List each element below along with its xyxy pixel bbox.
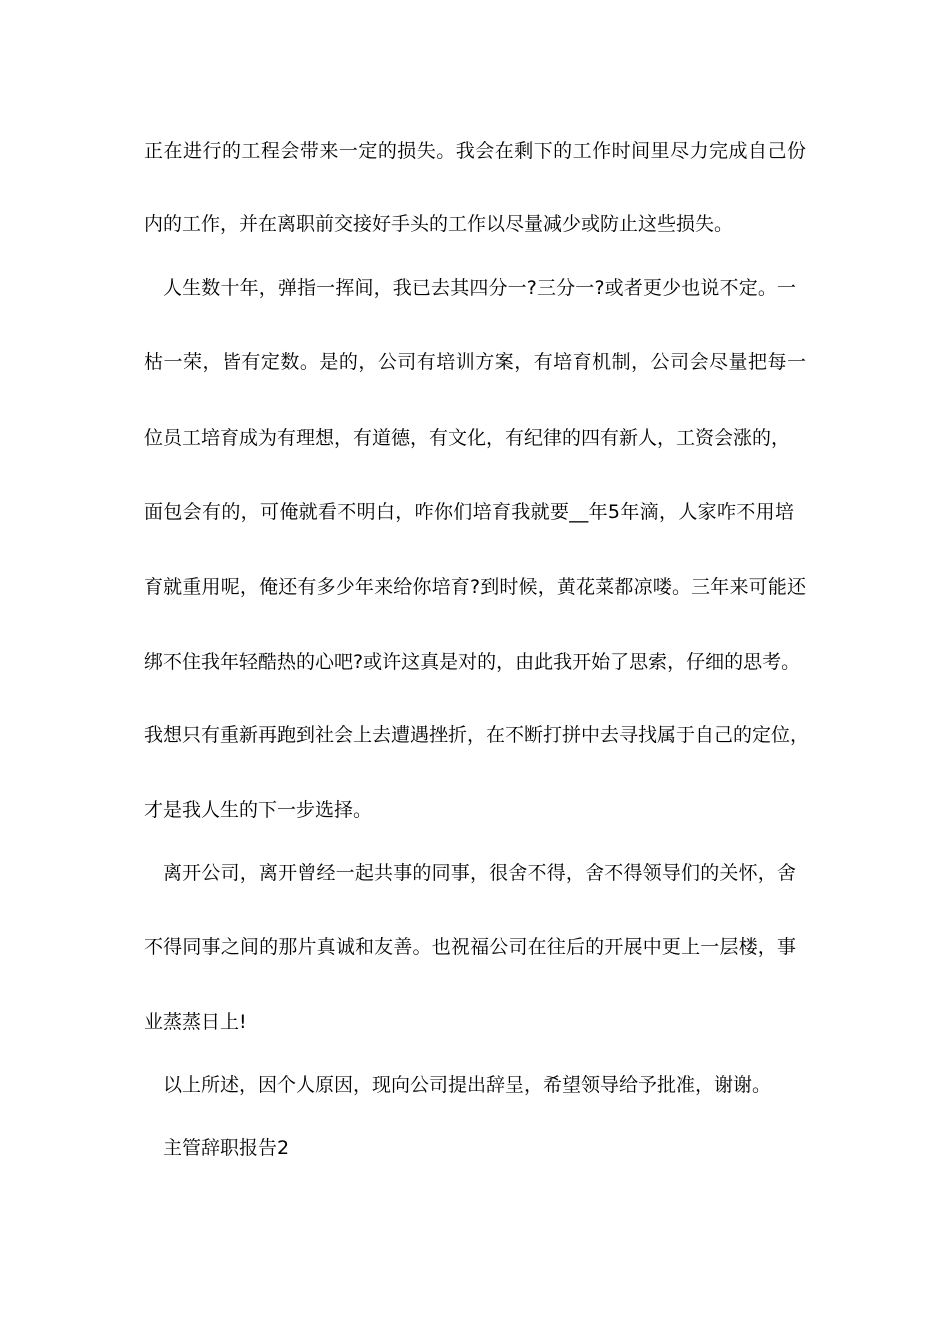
section-heading: 主管辞职报告2: [163, 1137, 290, 1159]
body-text-line: 内的工作，并在离职前交接好手头的工作以尽量减少或防止这些损失。: [144, 213, 734, 235]
body-text-line: 面包会有的，可俺就看不明白，咋你们培育我就要__年5年滴，人家咋不用培: [144, 501, 794, 523]
body-text-line: 我想只有重新再跑到社会上去遭遇挫折，在不断打拼中去寻找属于自己的定位，: [144, 724, 810, 746]
paragraph-first-line: 人生数十年，弹指一挥间，我已去其四分一?三分一?或者更少也说不定。一: [163, 277, 796, 299]
body-text-line: 位员工培育成为有理想，有道德，有文化，有纪律的四有新人，工资会涨的，: [144, 427, 791, 449]
body-text-line: 绑不住我年轻酷热的心吧?或许这真是对的，由此我开始了思索，仔细的思考。: [144, 651, 801, 673]
paragraph-first-line: 离开公司，离开曾经一起共事的同事，很舍不得，舍不得领导们的关怀，舍: [163, 862, 796, 884]
paragraph-first-line: 以上所述，因个人原因，现向公司提出辞呈，希望领导给予批准，谢谢。: [163, 1074, 772, 1096]
body-text-line: 育就重用呢，俺还有多少年来给你培育?到时候，黄花菜都凉喽。三年来可能还: [144, 576, 806, 598]
body-text-line: 业蒸蒸日上!: [144, 1011, 247, 1033]
body-text-line: 枯一荣，皆有定数。是的，公司有培训方案，有培育机制，公司会尽量把每一: [144, 351, 806, 373]
body-text-line: 正在进行的工程会带来一定的损失。我会在剩下的工作时间里尽力完成自己份: [144, 140, 806, 162]
body-text-line: 不得同事之间的那片真诚和友善。也祝福公司在往后的开展中更上一层楼，事: [144, 936, 796, 958]
body-text-line: 才是我人生的下一步选择。: [144, 799, 373, 821]
